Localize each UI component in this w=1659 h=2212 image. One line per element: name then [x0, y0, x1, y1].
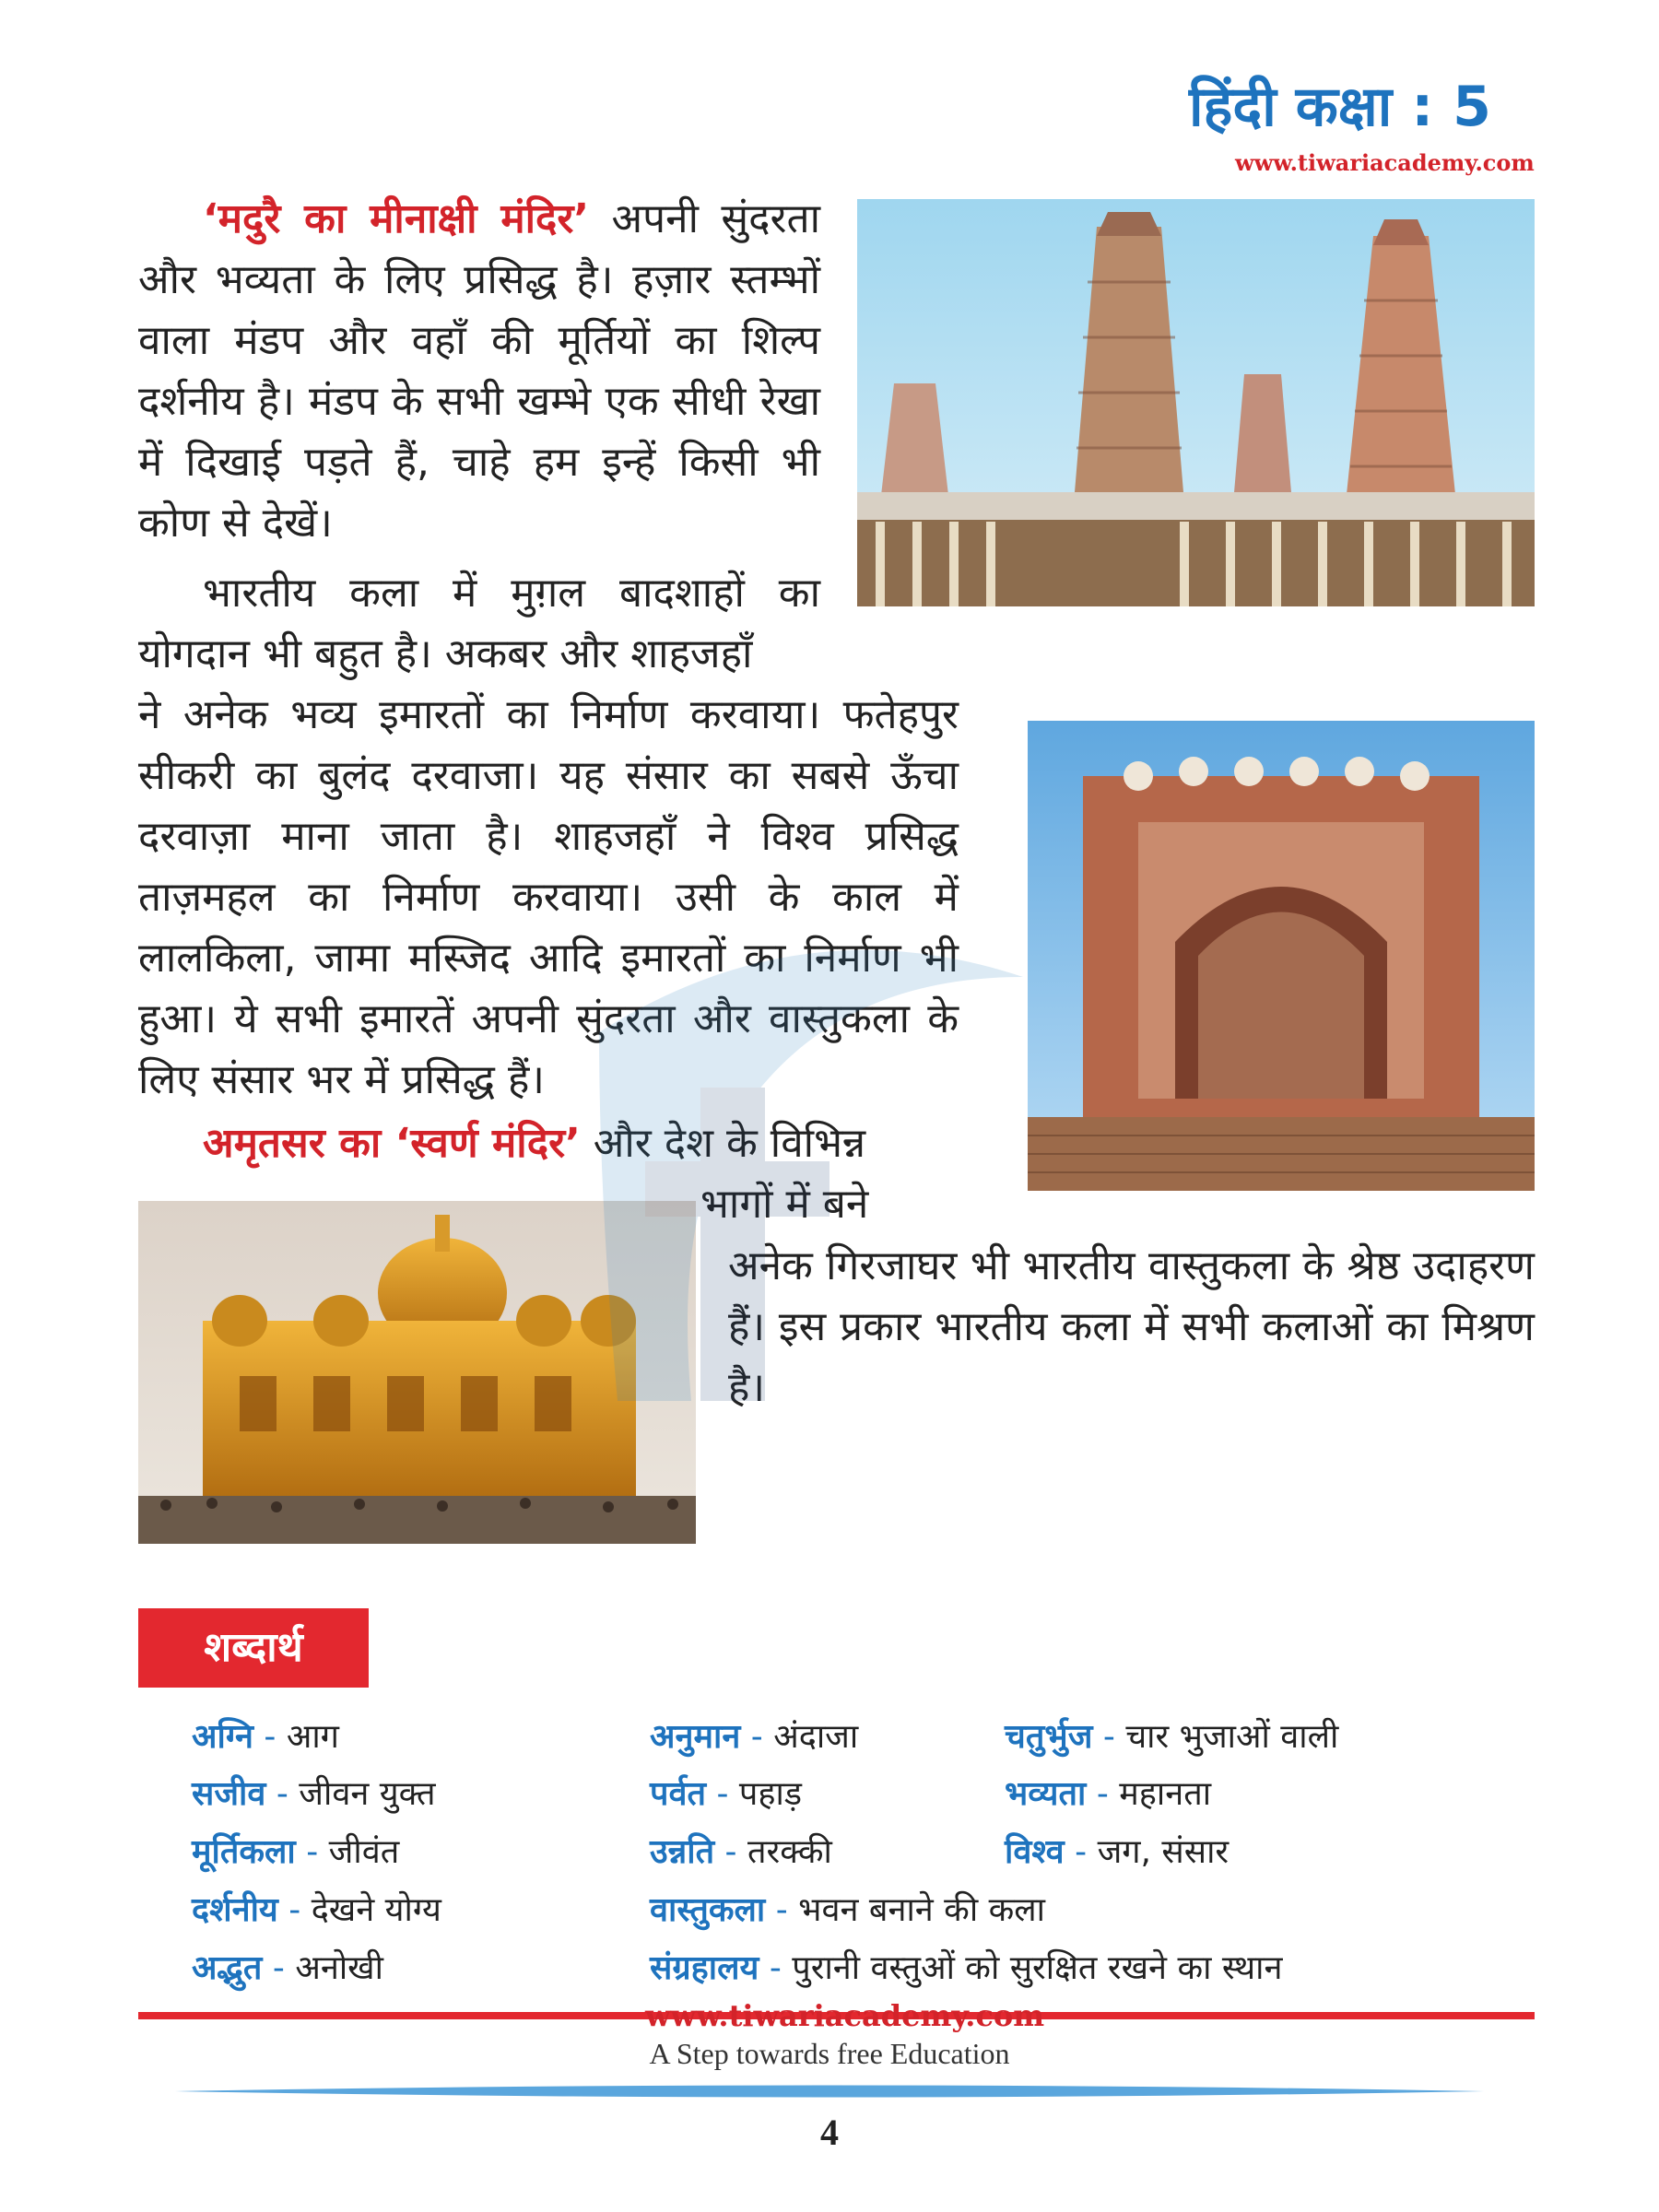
glossary-entry: विश्व - जग, संसार	[1005, 1833, 1230, 1871]
glossary-entry: अद्भुत - अनोखी	[192, 1949, 383, 1987]
header-website-url[interactable]: www.tiwariacademy.com	[1235, 149, 1535, 176]
paragraph-golden-temple-intro	[138, 1113, 959, 1174]
paragraph-churches	[728, 1236, 1535, 1418]
glossary-entry: संग्रहालय - पुरानी वस्तुओं को सुरक्षित रखने का स्थान	[650, 1949, 1283, 1987]
footer-tagline: A Step towards free Education	[649, 2037, 1010, 2070]
glossary-entry: पर्वत - पहाड़	[650, 1775, 803, 1813]
paragraph-mughal-art	[138, 685, 959, 1111]
page-number: 4	[820, 2112, 839, 2153]
glossary-entry: चतुर्भुज - चार भुजाओं वाली	[1005, 1718, 1339, 1756]
glossary-entry: भव्यता - महानता	[1005, 1775, 1212, 1813]
glossary-entry: उन्नति - तरक्की	[650, 1833, 832, 1871]
buland-darwaza-photo	[1028, 721, 1535, 1191]
footer-website-url[interactable]: www.tiwariacademy.com	[645, 1998, 1045, 2033]
meenakshi-temple-photo	[857, 199, 1535, 606]
paragraph-text: भागों में बने	[700, 1181, 869, 1228]
paragraph-text: और देश के विभिन्न	[580, 1120, 866, 1167]
glossary-entry: अनुमान - अंदाजा	[650, 1718, 859, 1756]
glossary-heading: शब्दार्थ	[138, 1608, 369, 1688]
golden-temple-photo	[138, 1201, 696, 1544]
glossary-entry: मूर्तिकला - जीवंत	[192, 1833, 400, 1871]
highlight-golden-temple: अमृतसर का ‘स्वर्ण मंदिर’	[203, 1120, 581, 1167]
paragraph-text: अनेक गिरजाघर भी भारतीय वास्तुकला के श्रेष्ठ उदाहरण हैं। इस प्रकार भारतीय कला में सभी कलाओं का मिश्रण है।	[728, 1242, 1535, 1411]
paragraph-mughal-art-intro	[138, 563, 820, 685]
glossary-entry: वास्तुकला - भवन बनाने की कला	[650, 1891, 1045, 1929]
footer-wave-divider	[175, 2085, 1484, 2098]
page-header-title: हिंदी कक्षा : 5	[1189, 75, 1491, 139]
glossary-entry: अग्नि - आग	[192, 1718, 339, 1756]
glossary-entry: दर्शनीय - देखने योग्य	[192, 1891, 441, 1929]
paragraph-text: भारतीय कला में मुग़ल बादशाहों का योगदान भी बहुत है। अकबर और शाहजहाँ	[138, 570, 820, 677]
paragraph-golden-temple-cont	[700, 1174, 959, 1235]
glossary-entry: सजीव - जीवन युक्त	[192, 1775, 436, 1813]
paragraph-text: ने अनेक भव्य इमारतों का निर्माण करवाया। फतेहपुर सीकरी का बुलंद दरवाजा। यह संसार का सबसे ऊँचा दरवाज़ा माना जाता है। शाहजहाँ ने विश्व प्रसिद्ध ताज़महल का निर्माण करवाया। उसी के काल में लालकिला, जामा मस्जिद आदि इमारतों का निर्माण भी हुआ। ये सभी इमारतें अपनी सुंदरता और वास्तुकला के लिए संसार भर में प्रसिद्ध हैं।	[138, 691, 959, 1103]
paragraph-text: अपनी सुंदरता और भव्यता के लिए प्रसिद्ध है। हज़ार स्तम्भों वाला मंडप और वहाँ की मूर्तियों का शिल्प दर्शनीय है। मंडप के सभी खम्भे एक सीधी रेखा में दिखाई पड़ते हैं, चाहे हम इन्हें किसी भी कोण से देखें।	[138, 195, 820, 547]
highlight-meenakshi-temple: ‘मदुरै का मीनाक्षी मंदिर’	[203, 195, 590, 242]
paragraph-meenakshi-temple	[138, 189, 820, 554]
